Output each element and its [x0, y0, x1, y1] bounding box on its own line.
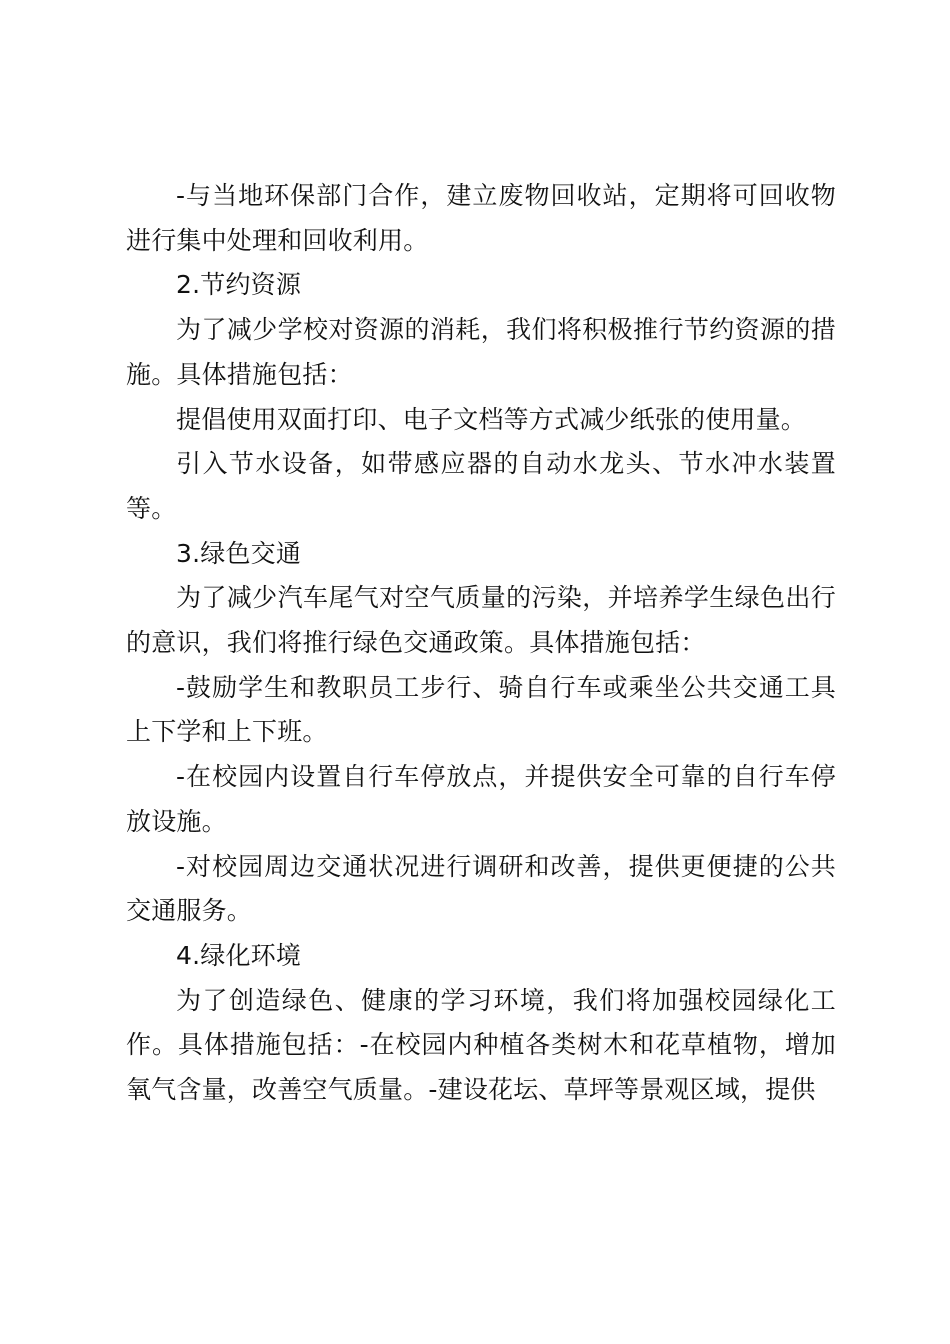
- section-heading-save-resources: 2.节约资源: [176, 270, 302, 300]
- paragraph-save-resources-intro: 为了减少学校对资源的消耗，我们将积极推行节约资源的措施。具体措施包括：: [126, 315, 836, 389]
- section-heading-greening: 4.绿化环境: [176, 940, 302, 970]
- paragraph-double-sided-printing: 提倡使用双面打印、电子文档等方式减少纸张的使用量。: [176, 404, 807, 434]
- paragraph-greening-measures: 为了创造绿色、健康的学习环境，我们将加强校园绿化工作。具体措施包括：-在校园内种植各类树木和花草植物，增加氧气含量，改善空气质量。-建设花坛、草坪等景观区域，提供: [126, 985, 836, 1105]
- section-heading-green-transport: 3.绿色交通: [176, 538, 302, 568]
- paragraph-recycling-station: -与当地环保部门合作，建立废物回收站，定期将可回收物进行集中处理和回收利用。: [126, 181, 836, 255]
- paragraph-traffic-improvement: -对校园周边交通状况进行调研和改善，提供更便捷的公共交通服务。: [126, 851, 836, 926]
- document-body: [126, 174, 836, 1113]
- paragraph-water-saving-devices: 引入节水设备，如带感应器的自动水龙头、节水冲水装置等。: [126, 449, 836, 523]
- paragraph-green-transport-intro: 为了减少汽车尾气对空气质量的污染，并培养学生绿色出行的意识，我们将推行绿色交通政策。具体措施包括：: [126, 583, 836, 658]
- paragraph-encourage-walking-cycling: -鼓励学生和教职员工步行、骑自行车或乘坐公共交通工具上下学和上下班。: [126, 672, 836, 747]
- paragraph-bicycle-parking: -在校园内设置自行车停放点，并提供安全可靠的自行车停放设施。: [126, 762, 836, 836]
